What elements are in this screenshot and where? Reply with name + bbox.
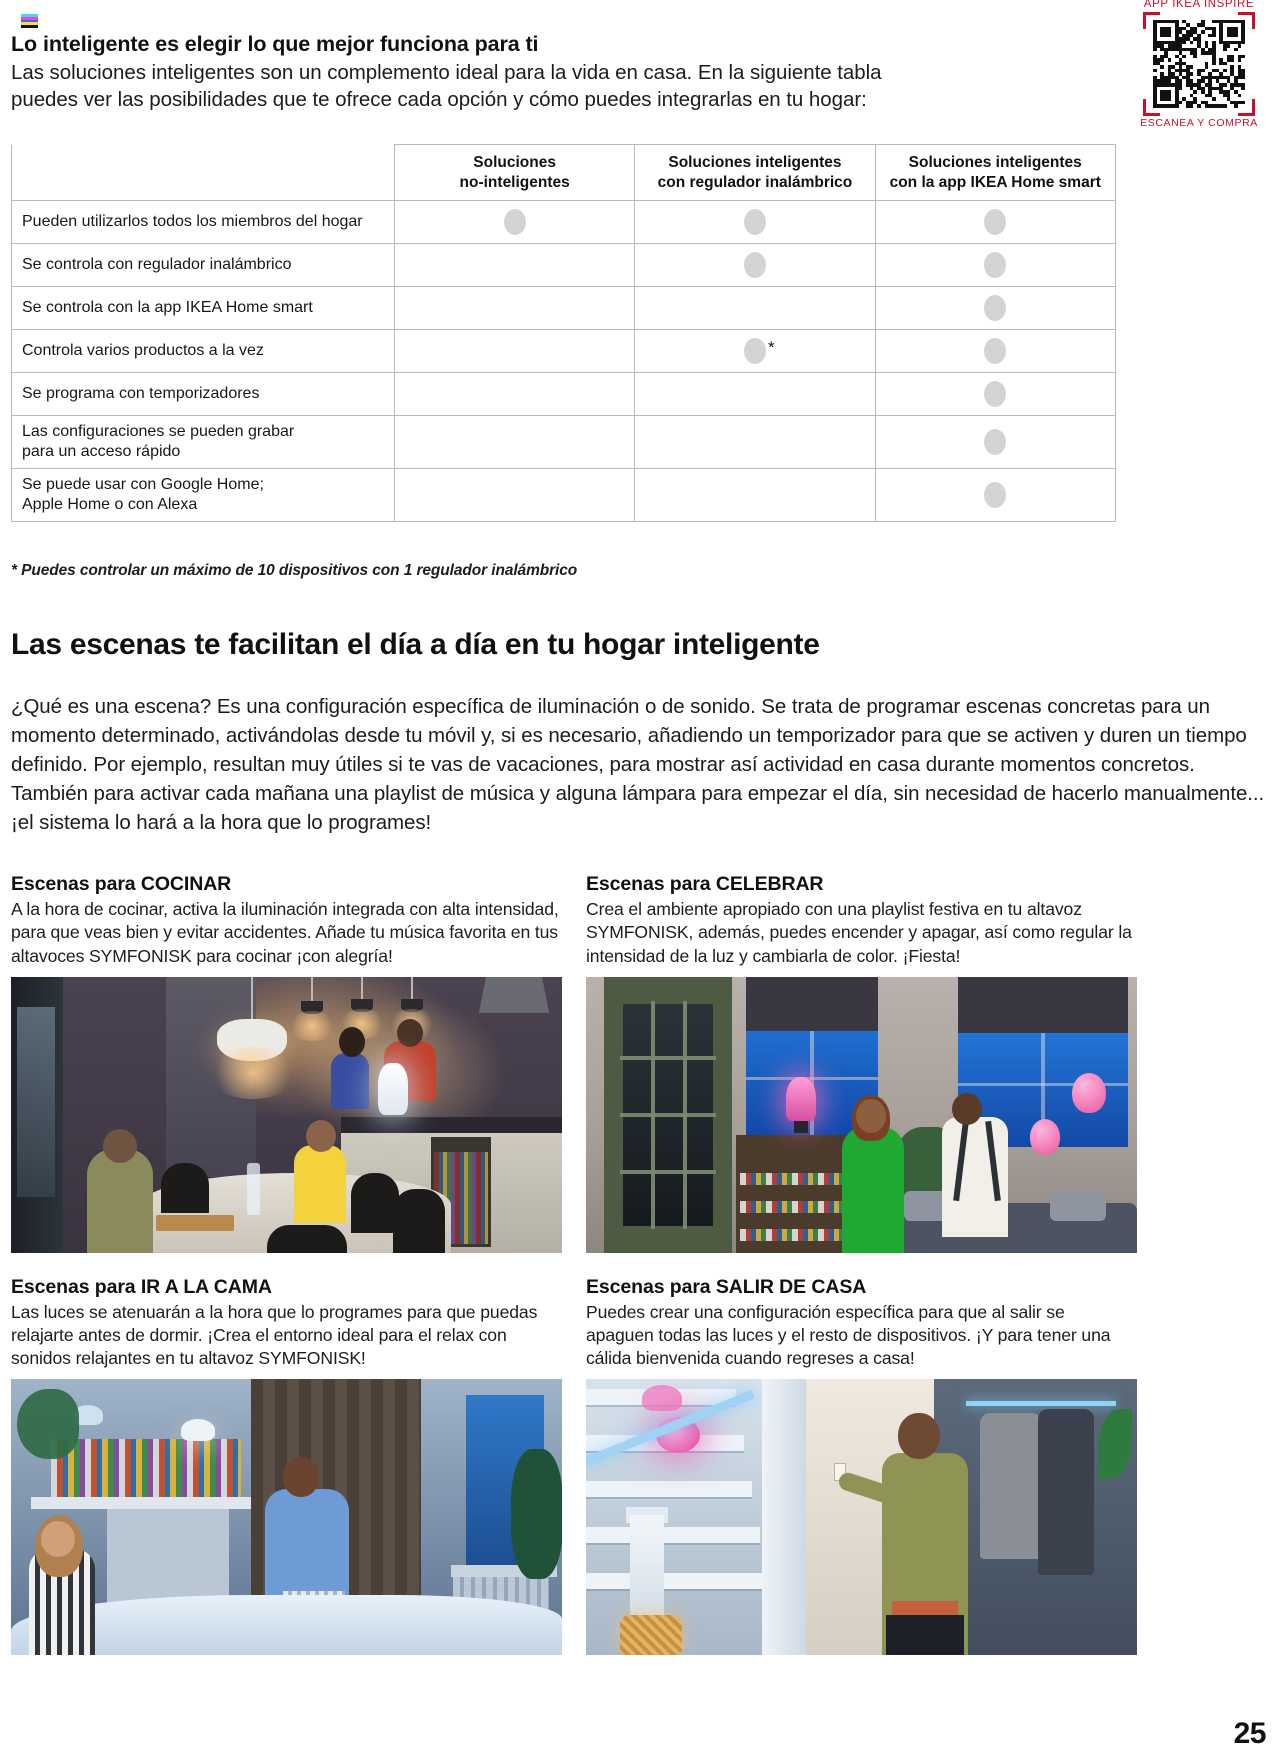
intro-block bbox=[11, 31, 1051, 114]
scene-photo-salir-de-casa bbox=[586, 1379, 1137, 1655]
qr-code-frame bbox=[1143, 12, 1255, 116]
table-row-label bbox=[12, 244, 395, 287]
scene-card-celebrar bbox=[586, 872, 1137, 1253]
table-row bbox=[12, 416, 1116, 469]
table-cell-empty bbox=[635, 416, 875, 469]
table-cell-supported bbox=[875, 330, 1115, 373]
table-cell-empty bbox=[635, 287, 875, 330]
table-cell-supported bbox=[875, 244, 1115, 287]
table-cell-empty bbox=[395, 330, 635, 373]
intro-heading: Lo inteligente es elegir lo que mejor funciona para ti bbox=[11, 32, 539, 56]
table-row bbox=[12, 244, 1116, 287]
table-row-label-line-1: Se controla con la app IKEA Home smart bbox=[22, 299, 313, 316]
table-cell-supported bbox=[875, 416, 1115, 469]
table-row-label-line-1: Se controla con regulador inalámbrico bbox=[22, 256, 292, 273]
scene-card-cocinar bbox=[11, 872, 562, 1253]
table-cell-supported bbox=[875, 287, 1115, 330]
scene-photo-ir-a-la-cama bbox=[11, 1379, 562, 1655]
comparison-table-body bbox=[12, 201, 1116, 522]
table-row-label bbox=[12, 469, 395, 522]
intro-body-line-1: Las soluciones inteligentes son un complemento ideal para la vida en casa. En la siguiente tabla bbox=[11, 60, 882, 84]
comparison-table-wrapper bbox=[11, 144, 1115, 522]
scene-photo-cocinar bbox=[11, 977, 562, 1253]
table-cell-empty bbox=[635, 373, 875, 416]
table-header-col-1 bbox=[395, 145, 635, 201]
table-cell-supported bbox=[635, 244, 875, 287]
scene-cards-grid bbox=[11, 872, 1269, 1655]
availability-dot-icon bbox=[984, 295, 1006, 321]
print-registration-mark bbox=[21, 14, 38, 28]
footnote-asterisk: * bbox=[767, 338, 775, 357]
table-row-label-line-2: para un acceso rápido bbox=[22, 443, 181, 460]
table-cell-empty bbox=[395, 244, 635, 287]
availability-dot-icon bbox=[984, 482, 1006, 508]
table-header-col-3 bbox=[875, 145, 1115, 201]
table-row-label bbox=[12, 287, 395, 330]
scene-card-title: Escenas para IR A LA CAMA bbox=[11, 1275, 272, 1298]
scene-card-body: Puedes crear una configuración específica para que al salir se apaguen todas las luces y el resto de dispositivos. ¡Y para tener una cálida bienvenida cuando regreses a casa! bbox=[586, 1302, 1111, 1369]
scenes-heading: Las escenas te facilitan el día a día en tu hogar inteligente bbox=[11, 628, 820, 661]
table-row bbox=[12, 373, 1116, 416]
availability-dot-icon bbox=[744, 338, 766, 364]
scene-photo-celebrar bbox=[586, 977, 1137, 1253]
intro-body-line-2: puedes ver las posibilidades que te ofrece cada opción y cómo puedes integrarlas en tu hogar: bbox=[11, 88, 867, 112]
table-cell-supported bbox=[875, 469, 1115, 522]
scene-card-body: Las luces se atenuarán a la hora que lo programes para que puedas relajarte antes de dormir. ¡Crea el entorno ideal para el relax con sonidos relajantes en tu altavoz SYMFONISK! bbox=[11, 1302, 538, 1369]
scene-card-ir-a-la-cama bbox=[11, 1275, 562, 1656]
table-header-line-1: Soluciones inteligentes bbox=[908, 153, 1082, 171]
table-cell-supported bbox=[635, 201, 875, 244]
table-header-line-2: con la app IKEA Home smart bbox=[889, 173, 1101, 191]
table-cell-supported bbox=[875, 201, 1115, 244]
table-header-line-1: Soluciones bbox=[473, 153, 556, 171]
table-row bbox=[12, 330, 1116, 373]
table-cell-empty bbox=[395, 373, 635, 416]
table-row-label-line-1: Se puede usar con Google Home; bbox=[22, 476, 264, 493]
table-row bbox=[12, 201, 1116, 244]
table-header-line-2: con regulador inalámbrico bbox=[657, 173, 853, 191]
scenes-body: ¿Qué es una escena? Es una configuración específica de iluminación o de sonido. Se trata de programar escenas concretas para un momento determinado, activándolas desde tu móvil y, si es necesario, añadiendo un temporizador para que se activen y duren un tiempo definido. Por ejemplo, resultan muy útiles si te vas de vacaciones, para mostrar así actividad en casa durante momentos concretos. También para activar cada mañana una playlist de música y alguna lámpara para empezar el día, sin necesidad de hacerlo manualmente... ¡el sistema lo hará a la hora que lo programes! bbox=[11, 695, 1265, 835]
table-footnote: * Puedes controlar un máximo de 10 dispositivos con 1 regulador inalámbrico bbox=[11, 562, 578, 579]
scene-card-body: A la hora de cocinar, activa la iluminación integrada con alta intensidad, para que veas bien y evitar accidentes. Añade tu música favorita en tus altavoces SYMFONISK para cocinar ¡con alegría! bbox=[11, 899, 559, 966]
table-header-col-2 bbox=[635, 145, 875, 201]
table-row-label-line-1: Las configuraciones se pueden grabar bbox=[22, 423, 295, 440]
table-row-label-line-1: Controla varios productos a la vez bbox=[22, 342, 264, 359]
table-cell-supported bbox=[395, 201, 635, 244]
table-header-line-1: Soluciones inteligentes bbox=[668, 153, 842, 171]
table-row-label bbox=[12, 201, 395, 244]
table-row-label-line-1: Se programa con temporizadores bbox=[22, 385, 260, 402]
table-cell-empty bbox=[395, 416, 635, 469]
scene-card-title: Escenas para CELEBRAR bbox=[586, 873, 824, 895]
table-header-blank bbox=[12, 145, 395, 201]
scene-card-title: Escenas para COCINAR bbox=[11, 873, 232, 895]
table-cell-empty bbox=[395, 287, 635, 330]
table-row-label-line-1: Pueden utilizarlos todos los miembros del hogar bbox=[22, 213, 363, 230]
availability-dot-icon bbox=[744, 209, 766, 235]
availability-dot-icon bbox=[984, 429, 1006, 455]
availability-dot-icon bbox=[984, 338, 1006, 364]
scene-card-title: Escenas para SALIR DE CASA bbox=[586, 1275, 867, 1298]
qr-caption-top: APP IKEA INSPIRE bbox=[1143, 0, 1255, 10]
table-row-label bbox=[12, 416, 395, 469]
availability-dot-icon bbox=[984, 252, 1006, 278]
table-row-label bbox=[12, 373, 395, 416]
table-row-label-line-2: Apple Home o con Alexa bbox=[22, 496, 198, 513]
table-header-line-2: no-inteligentes bbox=[459, 173, 570, 191]
comparison-table bbox=[11, 144, 1116, 522]
table-cell-empty bbox=[395, 469, 635, 522]
comparison-table-head bbox=[12, 145, 1116, 201]
availability-dot-icon bbox=[504, 209, 526, 235]
availability-dot-icon bbox=[744, 252, 766, 278]
table-cell-empty bbox=[635, 469, 875, 522]
qr-code-icon[interactable] bbox=[1153, 20, 1245, 108]
availability-dot-icon bbox=[984, 209, 1006, 235]
qr-caption-bottom: ESCANEA Y COMPRA bbox=[1140, 116, 1258, 129]
table-row bbox=[12, 287, 1116, 330]
scene-card-body: Crea el ambiente apropiado con una playlist festiva en tu altavoz SYMFONISK, además, puedes encender y apagar, así como regular la intensidad de la luz y cambiarla de color. ¡Fiesta! bbox=[586, 899, 1132, 966]
qr-promo-badge[interactable] bbox=[1130, 0, 1268, 129]
scene-card-salir-de-casa bbox=[586, 1275, 1137, 1656]
table-row bbox=[12, 469, 1116, 522]
page-number: 25 bbox=[1233, 1717, 1266, 1750]
table-header-row bbox=[12, 145, 1116, 201]
table-row-label bbox=[12, 330, 395, 373]
table-cell-supported bbox=[875, 373, 1115, 416]
availability-dot-icon bbox=[984, 381, 1006, 407]
table-cell-supported bbox=[635, 330, 875, 373]
